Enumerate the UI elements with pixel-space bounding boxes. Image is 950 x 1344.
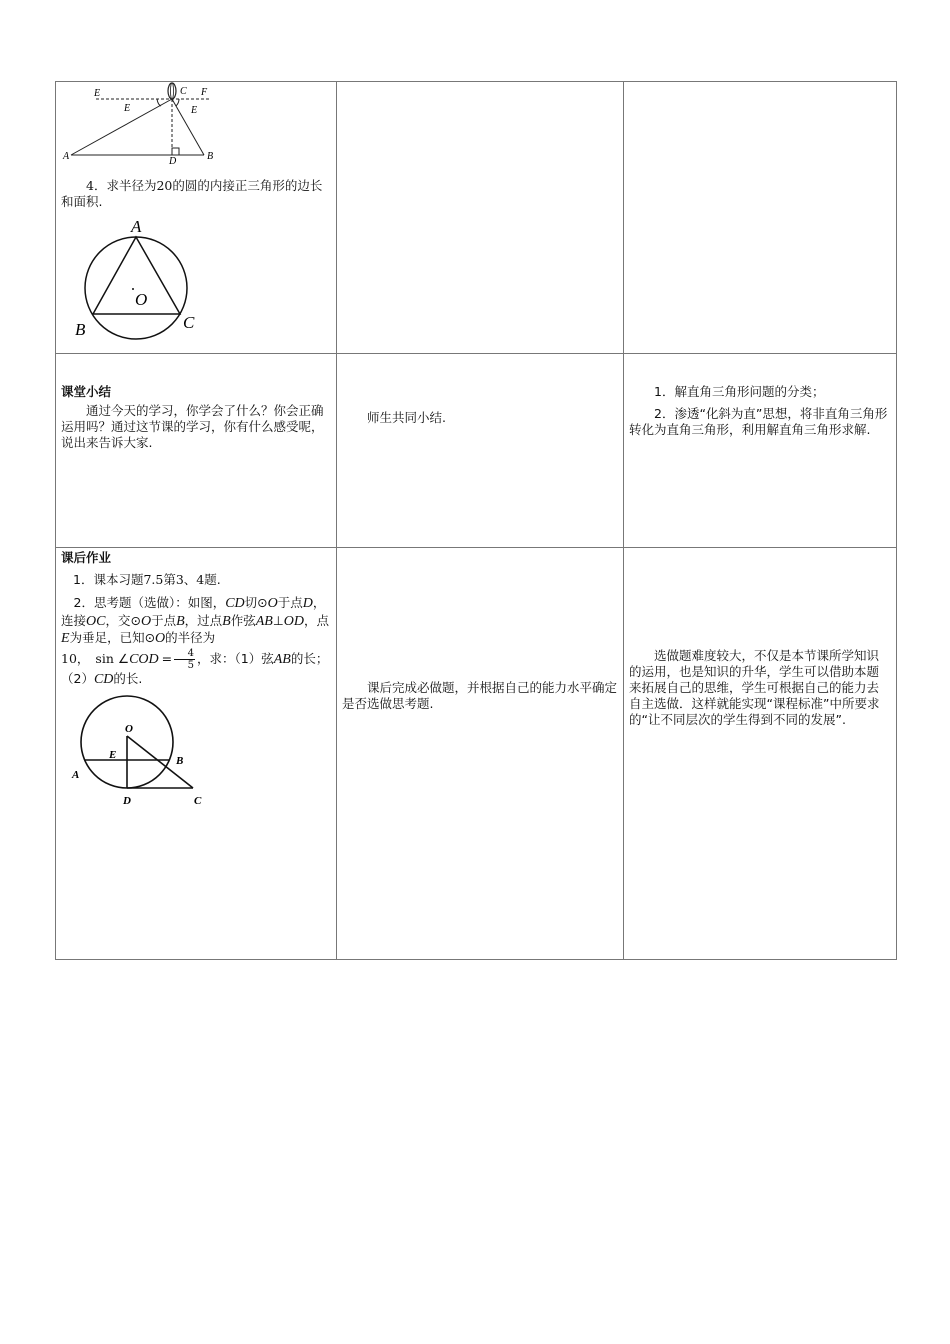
item2-var: O [140,613,152,629]
balloon-inner-icon [171,83,174,99]
item2-text: 于点 [277,595,303,610]
item2-var: CD [93,671,114,687]
item2-angle-symbol: ∠ [117,650,130,666]
item2-var: B [222,613,231,629]
item2-text: 切⊙ [244,595,268,610]
homework-item-2 [61,595,331,688]
item-1-suffix: 题. [204,572,221,587]
item2-var: O [267,596,278,611]
label-f: F [201,87,208,98]
item2-var: B [176,613,185,629]
item-1-questions: 3、4 [175,572,205,587]
summary-student-text: 师生共同小结. [367,410,446,425]
lesson-plan-table [55,81,897,960]
item2-text: ，求： [197,650,235,666]
question-4-number: 4． [86,178,107,193]
table-row-summary [56,354,897,548]
summary-heading: 课堂小结 [61,384,112,399]
label-e-right: E [191,105,198,116]
label-b: B [75,320,86,339]
item2-text: ，连接 [61,595,326,628]
design-note-cell-empty [624,82,897,354]
summary-note-cell [624,354,897,548]
item2-var: CD [225,596,245,611]
label-a: A [63,151,70,162]
label-a: A [72,769,80,781]
item2-part-1: （1）弦 [234,650,274,666]
angle-of-depression-figure [61,82,231,164]
center-point [132,288,134,290]
item2-sin: sin [95,650,114,666]
table-row-homework [56,548,897,960]
table-row-exercise [56,82,897,354]
fraction-four-fifths [174,648,195,671]
label-d: D [123,795,131,807]
summary-student-cell [337,354,624,548]
item2-var: D [302,596,313,611]
label-c: C [180,86,187,97]
item2-text: 于点 [151,612,177,628]
question-4-radius: 20 [156,178,173,193]
right-angle-mark [172,148,179,155]
homework-item-1 [61,572,331,588]
summary-note-2: 2．渗透“化斜为直”思想，将非直角三角形转化为直角三角形，利用解直角三角形求解. [629,406,888,437]
question-4-text-pre: 求半径为 [106,178,157,193]
item2-text: 的半径为 [165,630,216,645]
inscribed-triangle-figure [69,218,209,346]
sight-line-cb [172,99,204,155]
label-c: C [194,795,202,807]
item2-radius: 10 [61,650,77,666]
item-1-exercise-number: 7.5 [143,572,164,587]
label-a: A [131,218,142,236]
item2-text: ，点 [303,612,329,628]
label-c: C [183,313,195,332]
angle-arc-right [176,99,179,106]
homework-heading: 课后作业 [61,550,112,565]
item2-text: ，交⊙ [105,612,141,628]
label-e-left: E [94,88,101,99]
item2-equals: = [161,650,173,666]
item-1-mid: 第 [163,572,176,587]
item2-text: ⊥ [272,612,284,628]
label-o: O [135,290,148,309]
summary-note-1: 1．解直角三角形问题的分类； [654,384,825,399]
homework-cell [56,548,337,960]
homework-student-text: 课后完成必做题，并根据自己的能力水平确定是否选做思考题. [342,680,618,711]
item2-text: 2．思考题（选做）：如图， [73,595,226,610]
label-b: B [176,755,184,767]
item2-text: 为垂足，已知⊙ [69,630,156,645]
question-4-text-post: 的圆的内接正三角形的边长和面积. [61,178,323,209]
label-e: E [109,749,117,761]
tangent-circle-figure [63,694,213,812]
label-b: B [207,151,214,162]
item2-text: 作弦 [230,612,256,628]
item2-var: O [155,631,166,646]
exercise-cell [56,82,337,354]
summary-teacher-text: 通过今天的学习，你学会了什么？你会正确运用吗？通过这节课的学习，你有什么感受呢，说出来告诉大家. [61,403,324,450]
item2-var: OD [283,613,304,629]
item2-part-2: （2） [61,670,94,686]
label-d: D [169,156,177,164]
item2-text: ， [76,650,90,666]
balloon-icon [168,83,176,99]
circle-o [85,237,187,339]
item2-text: 的长. [113,670,143,686]
label-o: O [125,723,133,735]
item2-var: E [61,631,70,646]
question-4 [61,178,331,210]
item2-var: OC [86,613,106,629]
fraction-numerator: 4 [174,648,195,660]
fraction-denominator: 5 [187,659,195,671]
label-e-angle: E [124,103,131,114]
item-1-prefix: 1．课本习题 [73,572,144,587]
homework-note-cell [624,548,897,960]
item2-var: AB [255,613,273,629]
item2-text: 的长； [290,650,329,666]
item2-var: COD [129,651,159,667]
item2-text: ，过点 [184,612,223,628]
sight-line-ca [71,99,172,155]
item2-var: AB [273,651,291,667]
summary-cell [56,354,337,548]
homework-student-cell [337,548,624,960]
student-activity-cell-empty [337,82,624,354]
homework-design-note: 选做题难度较大，不仅是本节课所学知识的运用，也是知识的升华，学生可以借助本题来拓展自己的思维，学生可根据自己的能力去自主选做．这样就能实现“课程标准”中所要求的“让不同层次的学生得到不同的发展”. [629,648,880,727]
